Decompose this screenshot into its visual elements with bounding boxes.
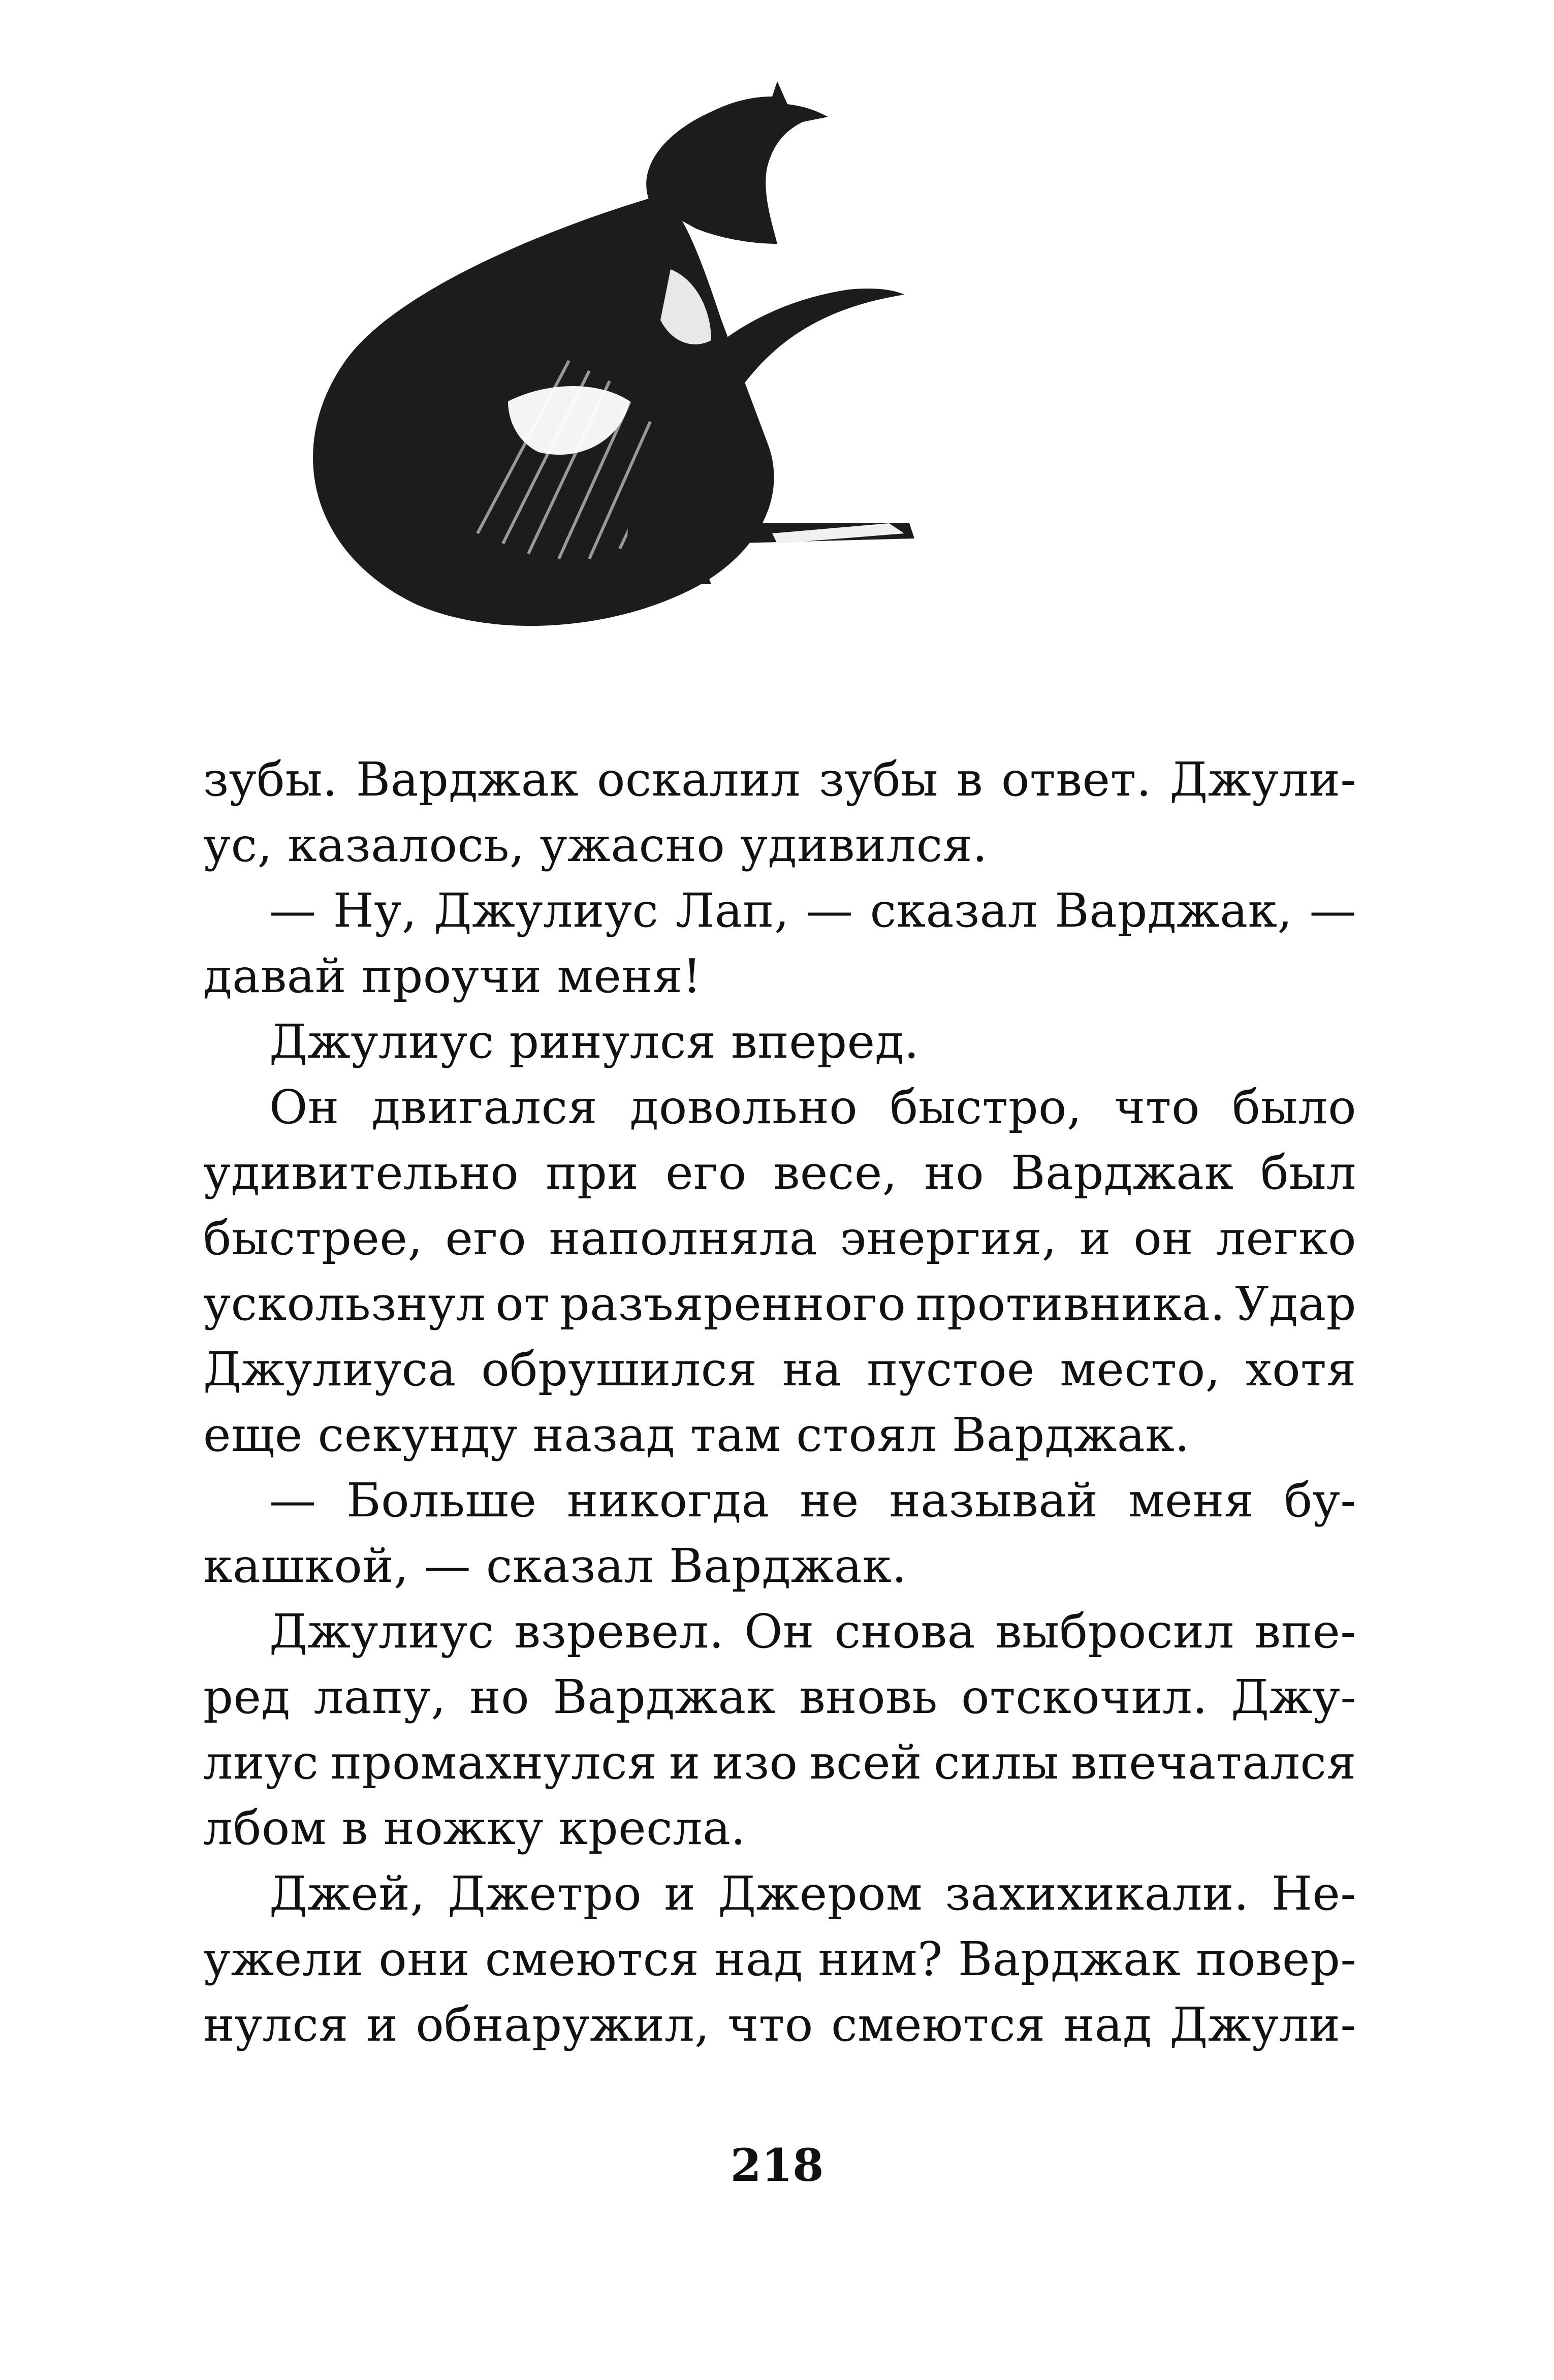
text-line: Джулиус ринулся вперед. (269, 1014, 919, 1069)
body-text (203, 747, 1356, 2057)
text-line: еще секунду назад там стоял Варджак. (203, 1408, 1190, 1462)
text-line: ускользнул от разъяренного противника. Удар (203, 1277, 1356, 1331)
text-line: — Ну, Джулиус Лап, — сказал Варджак, — (269, 883, 1356, 938)
text-line: Джей, Джетро и Джером захихикали. Не- (269, 1866, 1356, 1921)
text-line: ред лапу, но Варджак вновь отскочил. Джу- (203, 1670, 1356, 1724)
text-line: Джулиуса обрушился на пустое место, хотя (203, 1342, 1356, 1397)
cat-chest (770, 152, 818, 386)
text-line: лиус промахнулся и изо всей силы впечатался (203, 1735, 1356, 1790)
text-line: лбом в ножку кресла. (203, 1801, 746, 1855)
cat-illustration-icon (264, 76, 1026, 650)
text-line: нулся и обнаружил, что смеются над Джули- (203, 1997, 1356, 2052)
text-line: Джулиус взревел. Он снова выбросил впе- (269, 1604, 1356, 1659)
text-line: удивительно при его весе, но Варджак был (203, 1146, 1356, 1200)
text-line: быстрее, его наполняла энергия, и он легко (203, 1211, 1356, 1265)
text-line: — Больше никогда не называй меня бу- (269, 1473, 1356, 1528)
text-line: ужели они смеются над ним? Варджак повер- (203, 1932, 1356, 1986)
text-line: кашкой, — сказал Варджак. (203, 1539, 907, 1593)
page-number: 218 (730, 2139, 824, 2192)
text-line: Он двигался довольно быстро, что было (269, 1080, 1356, 1134)
text-line: ус, казалось, ужасно удивился. (203, 818, 988, 872)
text-line: давай проучи меня! (203, 949, 702, 1003)
text-line: зубы. Варджак оскалил зубы в ответ. Джули- (203, 752, 1356, 807)
